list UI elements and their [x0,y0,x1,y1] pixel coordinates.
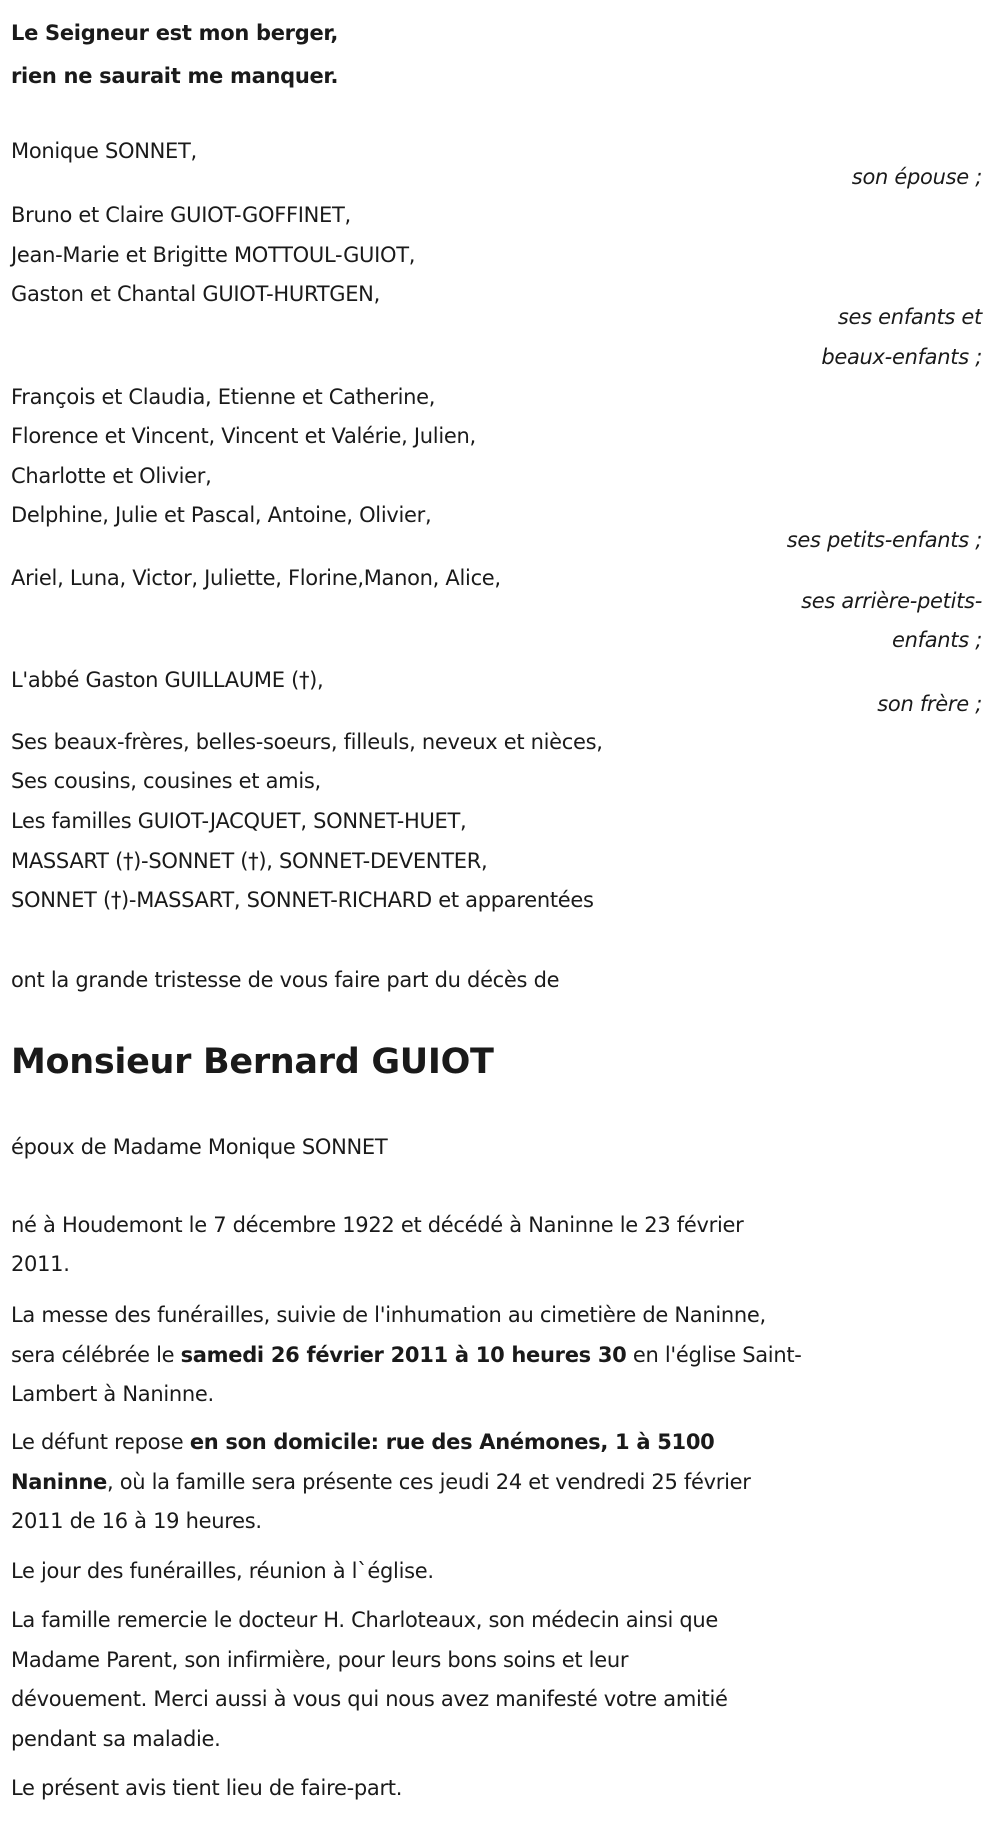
spouse-name: Monique SONNET, [11,139,197,163]
grandchild-line: Delphine, Julie et Pascal, Antoine, Olivier, [11,503,432,527]
mass-text: sera célébrée le [11,1343,181,1367]
grandchild-line: Charlotte et Olivier, [11,464,212,488]
meeting: Le jour des funérailles, réunion à l`église. [11,1559,434,1583]
grandchild-line: François et Claudia, Etienne et Catherine, [11,385,436,409]
rest-line: 2011 de 16 à 19 heures. [11,1509,262,1533]
closing: Le présent avis tient lieu de faire-part. [11,1776,403,1800]
grandchildren-role: ses petits-enfants ; [786,528,982,552]
child-line: Bruno et Claire GUIOT-GOFFINET, [11,203,351,227]
relatives-line: Ses beaux-frères, belles-soeurs, filleuls, neveux et nièces, [11,730,603,754]
rest-address: Naninne [11,1470,107,1494]
birth-death-line: né à Houdemont le 7 décembre 1922 et décédé à Naninne le 23 février [11,1213,744,1237]
rest-text: Le défunt repose [11,1430,190,1454]
rest-text: , où la famille sera présente ces jeudi 24 et vendredi 25 février [106,1470,751,1494]
mass-line: Lambert à Naninne. [11,1382,214,1406]
children-role: ses enfants et [837,305,982,329]
spouse-of: époux de Madame Monique SONNET [11,1135,388,1159]
child-line: Jean-Marie et Brigitte MOTTOUL-GUIOT, [11,243,416,267]
relatives-line: MASSART (†)-SONNET (†), SONNET-DEVENTER, [11,849,488,873]
mass-text: en l'église Saint- [626,1343,802,1367]
rest-line [11,1469,751,1495]
grandchild-line: Florence et Vincent, Vincent et Valérie, Julien, [11,424,476,448]
verse-line-1: Le Seigneur est mon berger, [11,21,339,45]
rest-line [11,1429,714,1455]
children-role: beaux-enfants ; [821,345,982,369]
child-line: Gaston et Chantal GUIOT-HURTGEN, [11,282,380,306]
verse-line-2: rien ne saurait me manquer. [11,64,339,88]
deceased-name: Monsieur Bernard GUIOT [11,1042,494,1082]
great-grandchildren-role: enfants ; [891,628,982,652]
relatives-line: SONNET (†)-MASSART, SONNET-RICHARD et apparentées [11,888,594,912]
brother-role: son frère ; [877,692,982,716]
great-grandchildren: Ariel, Luna, Victor, Juliette, Florine,Manon, Alice, [11,566,501,590]
mass-date: samedi 26 février 2011 à 10 heures 30 [180,1343,627,1367]
birth-death-line: 2011. [11,1252,70,1276]
relatives-line: Les familles GUIOT-JACQUET, SONNET-HUET, [11,809,467,833]
relatives-line: Ses cousins, cousines et amis, [11,769,321,793]
thanks-line: La famille remercie le docteur H. Charloteaux, son médecin ainsi que [11,1608,719,1632]
thanks-line: dévouement. Merci aussi à vous qui nous avez manifesté votre amitié [11,1687,728,1711]
announcement: ont la grande tristesse de vous faire part du décès de [11,968,560,992]
rest-address: en son domicile: rue des Anémones, 1 à 5100 [189,1430,715,1454]
brother-name: L'abbé Gaston GUILLAUME (†), [11,668,324,692]
great-grandchildren-role: ses arrière-petits- [801,589,982,613]
mass-line [11,1342,802,1368]
spouse-role: son épouse ; [851,165,982,189]
mass-line: La messe des funérailles, suivie de l'inhumation au cimetière de Naninne, [11,1303,766,1327]
thanks-line: pendant sa maladie. [11,1727,221,1751]
thanks-line: Madame Parent, son infirmière, pour leurs bons soins et leur [11,1648,629,1672]
